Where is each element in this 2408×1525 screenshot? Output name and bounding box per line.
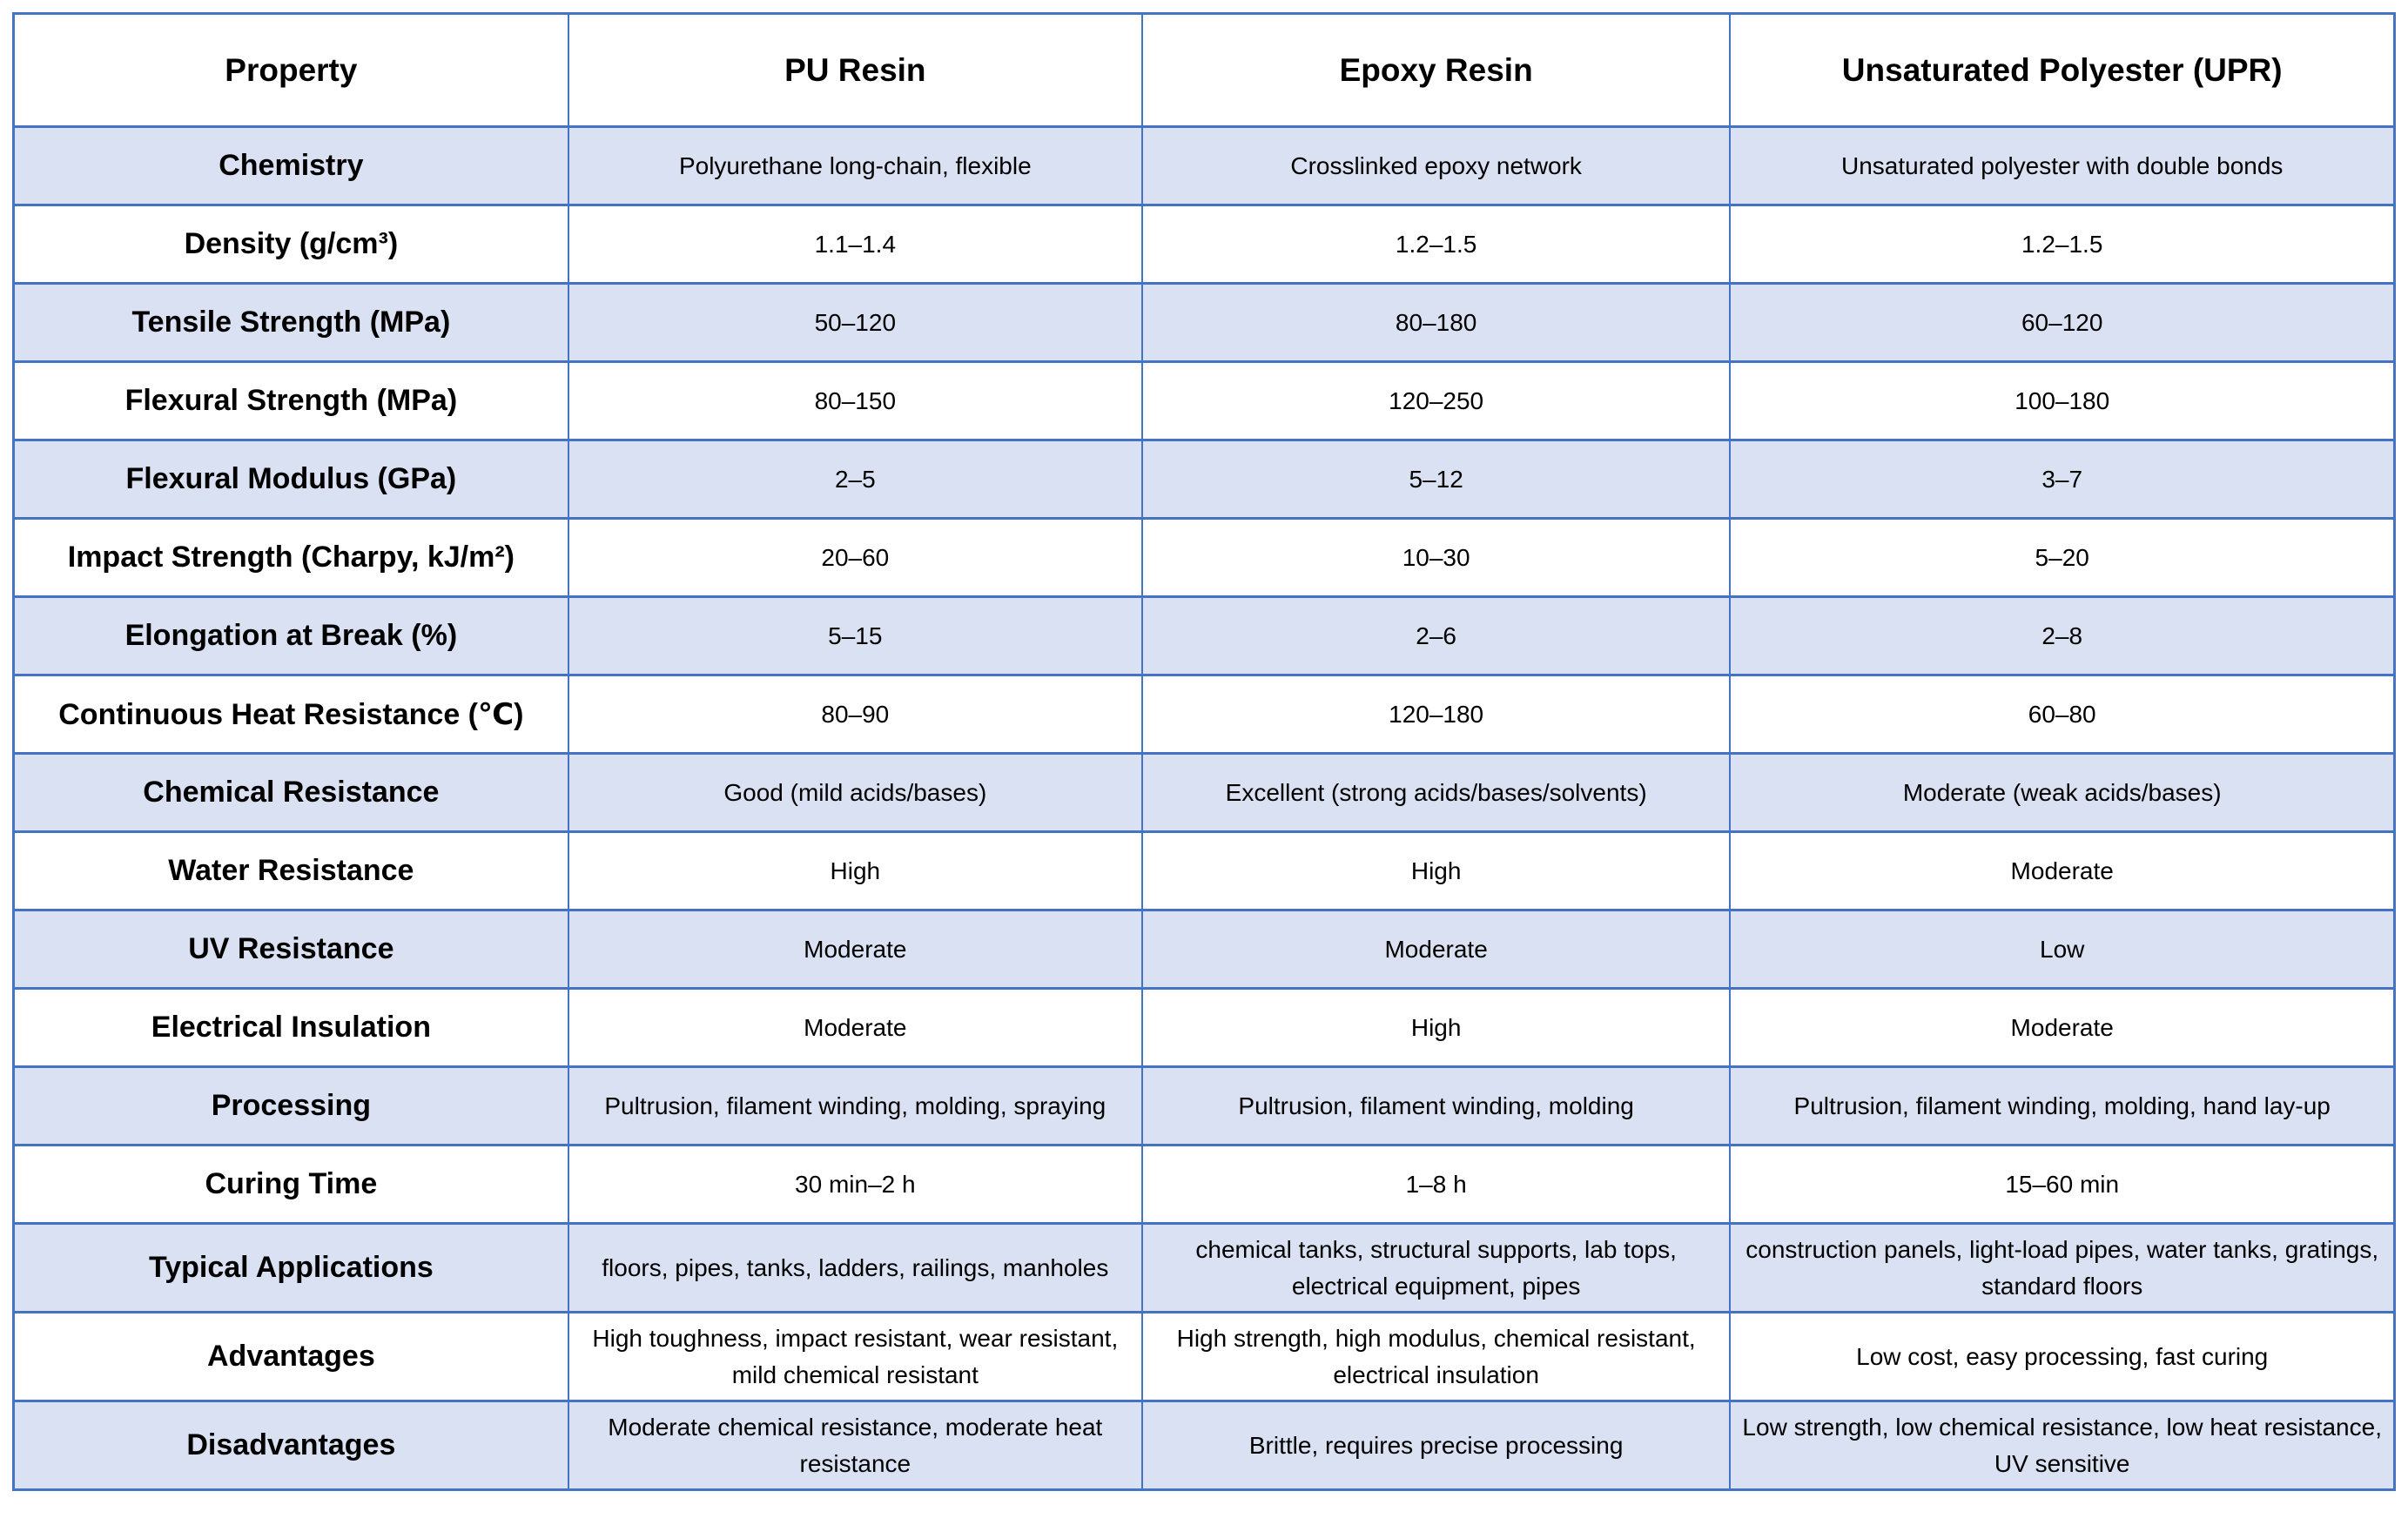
table-row-processing [14, 1067, 2395, 1145]
table-row-tensile-strength [14, 284, 2395, 362]
value-cell: Low [1730, 910, 2394, 989]
value-cell: 100–180 [1730, 362, 2394, 440]
property-cell: Tensile Strength (MPa) [14, 284, 568, 362]
value-cell: 2–6 [1142, 597, 1731, 675]
value-cell: High [1142, 832, 1731, 910]
table-header-row [14, 14, 2395, 127]
table-row-impact-strength [14, 519, 2395, 597]
property-cell: Disadvantages [14, 1401, 568, 1490]
property-cell: UV Resistance [14, 910, 568, 989]
value-cell: Pultrusion, filament winding, molding [1142, 1067, 1731, 1145]
property-cell: Advantages [14, 1313, 568, 1401]
property-cell: Flexural Modulus (GPa) [14, 440, 568, 519]
value-cell: 5–12 [1142, 440, 1731, 519]
table-row-uv-resistance [14, 910, 2395, 989]
value-cell: Pultrusion, filament winding, molding, hand lay-up [1730, 1067, 2394, 1145]
value-cell: 15–60 min [1730, 1145, 2394, 1224]
property-cell: Electrical Insulation [14, 989, 568, 1067]
value-cell: 1.2–1.5 [1730, 205, 2394, 284]
value-cell: 2–5 [568, 440, 1142, 519]
property-cell: Continuous Heat Resistance (℃) [14, 675, 568, 754]
table-row-heat-resistance [14, 675, 2395, 754]
property-cell: Impact Strength (Charpy, kJ/m²) [14, 519, 568, 597]
value-cell: 1–8 h [1142, 1145, 1731, 1224]
value-cell: High [1142, 989, 1731, 1067]
value-cell: 60–80 [1730, 675, 2394, 754]
table-row-chemistry [14, 127, 2395, 205]
value-cell: Moderate [568, 989, 1142, 1067]
value-cell: chemical tanks, structural supports, lab tops, electrical equipment, pipes [1142, 1224, 1731, 1313]
value-cell: 2–8 [1730, 597, 2394, 675]
value-cell: Moderate [1142, 910, 1731, 989]
property-cell: Water Resistance [14, 832, 568, 910]
property-cell: Flexural Strength (MPa) [14, 362, 568, 440]
column-header-pu-resin: PU Resin [568, 14, 1142, 127]
value-cell: High strength, high modulus, chemical resistant, electrical insulation [1142, 1313, 1731, 1401]
value-cell: 80–150 [568, 362, 1142, 440]
value-cell: Moderate chemical resistance, moderate heat resistance [568, 1401, 1142, 1490]
table-row-disadvantages [14, 1401, 2395, 1490]
value-cell: Good (mild acids/bases) [568, 754, 1142, 832]
property-cell: Typical Applications [14, 1224, 568, 1313]
value-cell: 120–180 [1142, 675, 1731, 754]
property-cell: Chemistry [14, 127, 568, 205]
value-cell: 5–20 [1730, 519, 2394, 597]
value-cell: Crosslinked epoxy network [1142, 127, 1731, 205]
column-header-epoxy-resin: Epoxy Resin [1142, 14, 1731, 127]
property-cell: Elongation at Break (%) [14, 597, 568, 675]
value-cell: 20–60 [568, 519, 1142, 597]
value-cell: 3–7 [1730, 440, 2394, 519]
table-row-curing-time [14, 1145, 2395, 1224]
value-cell: 80–90 [568, 675, 1142, 754]
value-cell: Moderate [1730, 832, 2394, 910]
value-cell: Low strength, low chemical resistance, low heat resistance, UV sensitive [1730, 1401, 2394, 1490]
table-row-chemical-resistance [14, 754, 2395, 832]
table-row-electrical-insulation [14, 989, 2395, 1067]
column-header-property: Property [14, 14, 568, 127]
table-row-density [14, 205, 2395, 284]
value-cell: 60–120 [1730, 284, 2394, 362]
table-row-flexural-strength [14, 362, 2395, 440]
value-cell: Polyurethane long-chain, flexible [568, 127, 1142, 205]
table-row-flexural-modulus [14, 440, 2395, 519]
value-cell: Unsaturated polyester with double bonds [1730, 127, 2394, 205]
value-cell: floors, pipes, tanks, ladders, railings, manholes [568, 1224, 1142, 1313]
table-row-advantages [14, 1313, 2395, 1401]
value-cell: High toughness, impact resistant, wear resistant, mild chemical resistant [568, 1313, 1142, 1401]
value-cell: 30 min–2 h [568, 1145, 1142, 1224]
value-cell: construction panels, light-load pipes, water tanks, gratings, standard floors [1730, 1224, 2394, 1313]
property-cell: Density (g/cm³) [14, 205, 568, 284]
value-cell: 1.1–1.4 [568, 205, 1142, 284]
value-cell: High [568, 832, 1142, 910]
column-header-upr: Unsaturated Polyester (UPR) [1730, 14, 2394, 127]
value-cell: 80–180 [1142, 284, 1731, 362]
value-cell: Moderate [1730, 989, 2394, 1067]
table-row-typical-applications [14, 1224, 2395, 1313]
property-cell: Curing Time [14, 1145, 568, 1224]
value-cell: 120–250 [1142, 362, 1731, 440]
value-cell: 50–120 [568, 284, 1142, 362]
value-cell: Low cost, easy processing, fast curing [1730, 1313, 2394, 1401]
table-row-water-resistance [14, 832, 2395, 910]
value-cell: Moderate (weak acids/bases) [1730, 754, 2394, 832]
table-row-elongation [14, 597, 2395, 675]
value-cell: Excellent (strong acids/bases/solvents) [1142, 754, 1731, 832]
value-cell: 5–15 [568, 597, 1142, 675]
resin-comparison-table [12, 12, 2396, 1491]
value-cell: Brittle, requires precise processing [1142, 1401, 1731, 1490]
value-cell: Pultrusion, filament winding, molding, spraying [568, 1067, 1142, 1145]
property-cell: Processing [14, 1067, 568, 1145]
value-cell: 10–30 [1142, 519, 1731, 597]
value-cell: 1.2–1.5 [1142, 205, 1731, 284]
property-cell: Chemical Resistance [14, 754, 568, 832]
value-cell: Moderate [568, 910, 1142, 989]
